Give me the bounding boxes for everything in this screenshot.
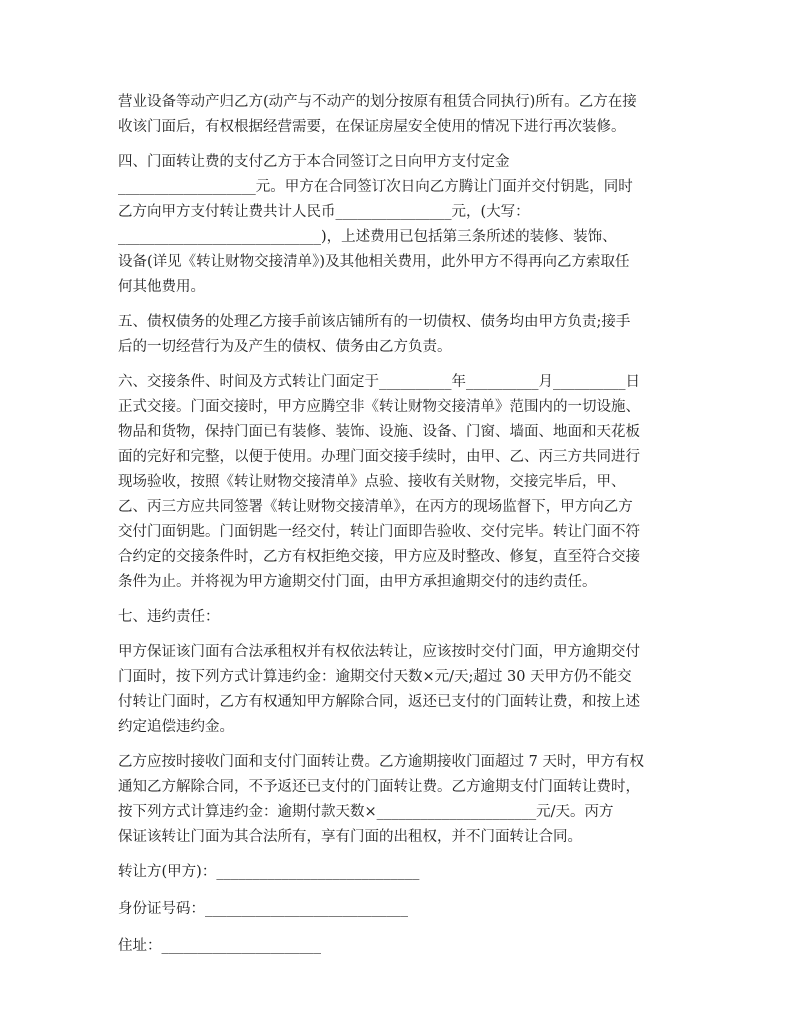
text-line: 乙、丙三方应共同签署《转让财物交接清单》，在丙方的现场监督下，甲方向乙方 bbox=[118, 499, 633, 515]
section-heading-line: 四、门面转让费的支付乙方于本合同签订之日向甲方支付定金 bbox=[118, 154, 510, 170]
text-line: 付转让门面时，乙方有权通知甲方解除合同，返还已支付的门面转让费，和按上述 bbox=[118, 694, 640, 710]
text-line: 通知乙方解除合同，不予返还已支付的门面转让费。乙方逾期支付门面转让费时， bbox=[118, 779, 640, 795]
text-line: 物品和货物，保持门面已有装修、装饰、设施、设备、门窗、墙面、地面和天花板 bbox=[118, 424, 640, 440]
section-heading-line: 五、债权债务的处理乙方接手前该店铺所有的一切债权、债务均由甲方负责;接手 bbox=[118, 314, 631, 330]
paragraph-party-b-liability bbox=[118, 750, 680, 850]
text-line: 交付门面钥匙。门面钥匙一经交付，转让门面即告验收、交付完毕。转让门面不符 bbox=[118, 524, 640, 540]
contract-page bbox=[118, 90, 680, 971]
text-line: ___________________元。甲方在合同签订次日向乙方腾让门面并交付钥匙，同时 bbox=[118, 179, 633, 195]
text-line: 合约定的交接条件时，乙方有权拒绝交接，甲方应及时整改、修复，直至符合交接 bbox=[118, 549, 640, 565]
text-line: 甲方保证该门面有合法承租权并有权依法转让，应该按时交付门面，甲方逾期交付 bbox=[118, 644, 640, 660]
text-line: ____________________________)，上述费用已包括第三条所述的装修、装饰、 bbox=[118, 229, 617, 245]
text-line: 现场验收，按照《转让财物交接清单》点验、接收有关财物，交接完毕后，甲、 bbox=[118, 474, 626, 490]
text-line: 约定追偿违约金。 bbox=[118, 719, 234, 735]
section-heading-line: 七、违约责任： bbox=[118, 609, 220, 625]
paragraph-section-4-payment bbox=[118, 150, 680, 300]
section-7-heading bbox=[118, 605, 680, 630]
text-line: 按下列方式计算违约金：逾期付款天数×______________________元/天。丙方 bbox=[118, 804, 614, 820]
text-line: 何其他费用。 bbox=[118, 279, 205, 295]
paragraph-section-5-debts bbox=[118, 310, 680, 360]
text-line: 保证该转让门面为其合法所有，享有门面的出租权，并不门面转让合同。 bbox=[118, 829, 582, 845]
text-line: 后的一切经营行为及产生的债权、债务由乙方负责。 bbox=[118, 339, 452, 355]
paragraph-section-6-handover bbox=[118, 370, 680, 595]
transferor-signature-field: 转让方(甲方)：____________________________ bbox=[118, 864, 420, 880]
text-line: 收该门面后，有权根据经营需要，在保证房屋安全使用的情况下进行再次装修。 bbox=[118, 119, 626, 135]
text-line: 设备(详见《转让财物交接清单》)及其他相关费用，此外甲方不得再向乙方索取任 bbox=[118, 254, 630, 270]
text-line: 乙方向甲方支付转让费共计人民币________________元，(大写： bbox=[118, 204, 530, 220]
text-line: 正式交接。门面交接时，甲方应腾空非《转让财物交接清单》范围内的一切设施、 bbox=[118, 399, 640, 415]
text-line: 面的完好和完整，以便于使用。办理门面交接手续时，由甲、乙、丙三方共同进行 bbox=[118, 449, 640, 465]
text-line: 门面时，按下列方式计算违约金：逾期交付天数×元/天;超过 30 天甲方仍不能交 bbox=[118, 669, 632, 685]
address-field: 住址：______________________ bbox=[118, 938, 321, 954]
text-line: 乙方应按时接收门面和支付门面转让费。乙方逾期接收门面超过 7 天时，甲方有权 bbox=[118, 754, 644, 770]
id-number-field: 身份证号码：____________________________ bbox=[118, 901, 408, 917]
paragraph-equipment-ownership bbox=[118, 90, 680, 140]
text-line: 条件为止。并将视为甲方逾期交付门面，由甲方承担逾期交付的违约责任。 bbox=[118, 574, 597, 590]
paragraph-party-a-liability bbox=[118, 640, 680, 740]
text-line: 营业设备等动产归乙方(动产与不动产的划分按原有租赁合同执行)所有。乙方在接 bbox=[118, 94, 637, 110]
section-heading-line: 六、交接条件、时间及方式转让门面定于__________年__________月__________日 bbox=[118, 374, 640, 390]
